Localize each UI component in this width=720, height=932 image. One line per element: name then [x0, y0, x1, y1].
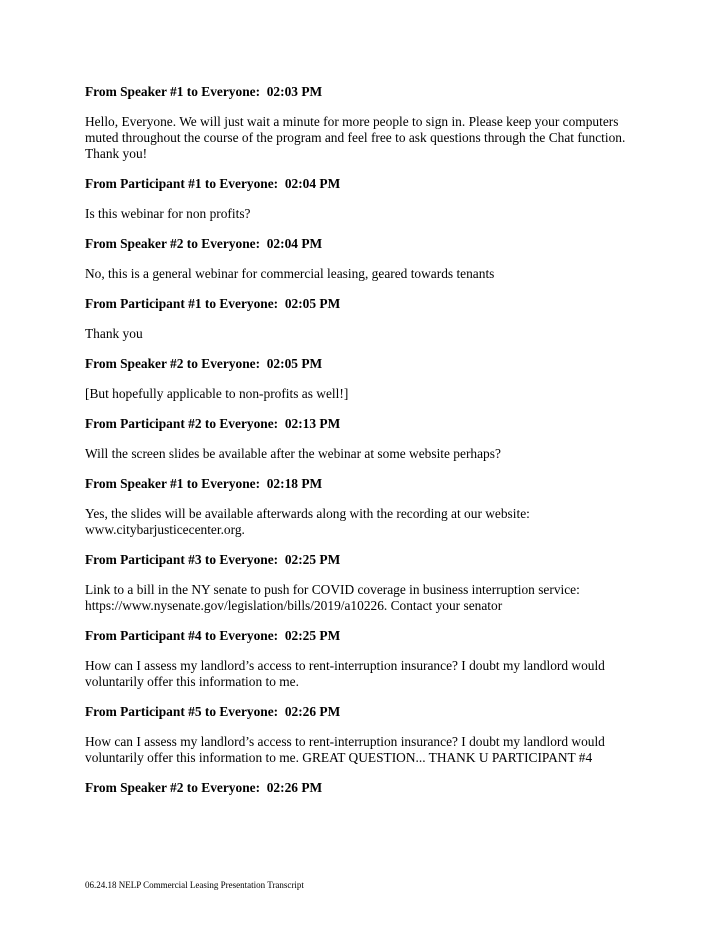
chat-entry-heading: From Speaker #1 to Everyone: 02:18 PM	[85, 476, 323, 491]
chat-entry-heading: From Participant #5 to Everyone: 02:26 PM	[85, 704, 341, 719]
chat-entry	[85, 628, 655, 690]
chat-transcript	[85, 84, 655, 810]
chat-entry-message: Is this webinar for non profits?	[85, 206, 251, 221]
chat-entry-message: Will the screen slides be available after the webinar at some website perhaps?	[85, 446, 501, 461]
chat-entry-message: How can I assess my landlord’s access to rent-interruption insurance? I doubt my landlord would voluntarily offer this information to me. GREAT QUESTION... THANK U PARTICIPANT #4	[85, 734, 605, 765]
chat-entry-heading: From Speaker #2 to Everyone: 02:05 PM	[85, 356, 323, 371]
chat-entry	[85, 356, 655, 402]
chat-entry	[85, 552, 655, 614]
chat-entry	[85, 704, 655, 766]
chat-entry-heading: From Participant #1 to Everyone: 02:04 PM	[85, 176, 341, 191]
page-footer: 06.24.18 NELP Commercial Leasing Presentation Transcript	[85, 880, 304, 890]
chat-entry-heading: From Speaker #1 to Everyone: 02:03 PM	[85, 84, 323, 99]
chat-entry-heading: From Participant #1 to Everyone: 02:05 PM	[85, 296, 341, 311]
chat-entry-message: How can I assess my landlord’s access to rent-interruption insurance? I doubt my landlord would voluntarily offer this information to me.	[85, 658, 605, 689]
chat-entry	[85, 780, 655, 796]
chat-entry-heading: From Speaker #2 to Everyone: 02:26 PM	[85, 780, 323, 795]
chat-entry	[85, 84, 655, 162]
chat-entry-message: Thank you	[85, 326, 143, 341]
chat-entry-message: Link to a bill in the NY senate to push for COVID coverage in business interruption service: https://www.nysenate.gov/legislation/bills/2019/a10226. Contact your senator	[85, 582, 580, 613]
chat-entry	[85, 416, 655, 462]
chat-entry	[85, 176, 655, 222]
chat-entry-message: [But hopefully applicable to non-profits as well!]	[85, 386, 349, 401]
chat-entry-message: No, this is a general webinar for commercial leasing, geared towards tenants	[85, 266, 495, 281]
chat-entry-heading: From Participant #3 to Everyone: 02:25 PM	[85, 552, 341, 567]
chat-entry	[85, 296, 655, 342]
chat-entry-heading: From Participant #2 to Everyone: 02:13 PM	[85, 416, 341, 431]
chat-entry-heading: From Participant #4 to Everyone: 02:25 PM	[85, 628, 341, 643]
chat-entry-message: Hello, Everyone. We will just wait a minute for more people to sign in. Please keep your computers muted throughout the course of the program and feel free to ask questions through the Chat function. Thank you!	[85, 114, 626, 161]
chat-entry	[85, 236, 655, 282]
chat-entry-message: Yes, the slides will be available afterwards along with the recording at our website: www.citybarjusticecenter.org.	[85, 506, 530, 537]
chat-entry-heading: From Speaker #2 to Everyone: 02:04 PM	[85, 236, 323, 251]
chat-entry	[85, 476, 655, 538]
